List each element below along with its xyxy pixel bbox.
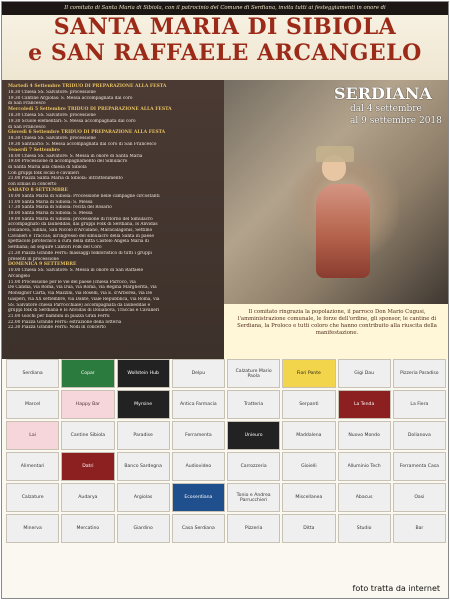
- program-line: con Elnias in concerto: [8, 182, 57, 188]
- sponsor-logo: [117, 359, 170, 388]
- program-line: 18.30 Chiesa SS. Salvatore: processione: [8, 136, 96, 142]
- sponsor-name: Studio: [356, 526, 372, 531]
- program-line: 19.00 Santa Maria di Sibiola: processione di ritorno del Simulacro: [8, 216, 153, 222]
- sponsor-logo: [61, 452, 114, 481]
- intro-text: Il comitato di Santa Maria di Sibiola, con il patrocinio del Comune di Serdiana, invita tutti ai festeggiamenti in onore di: [64, 5, 386, 11]
- sponsor-logo: [61, 483, 114, 512]
- sponsor-logo: [227, 483, 280, 512]
- program-line: spettacolo pirotecnico a cura della ditta Castelo Angela Maria di: [8, 239, 149, 245]
- event-place: SERDIANA: [334, 84, 432, 103]
- sponsor-logo: [6, 390, 59, 419]
- sponsor-name: Antica Farmacia: [180, 402, 217, 407]
- program-line: 18.00 Santa Maria di Sibiola: S. Messa: [8, 210, 93, 216]
- sponsor-name: Ferramenta Casa: [399, 464, 439, 469]
- program-line: 21.00 Piazza Santa Maria di Sibiola: intrattenimento: [8, 176, 123, 182]
- sponsor-logo: [393, 421, 446, 450]
- sponsor-logo: [117, 421, 170, 450]
- program-line: 21.30 Piazza Grande Ferru: massaggi folkloristico di tutti i gruppi: [8, 250, 152, 256]
- program-line: di San Francesco: [8, 101, 46, 107]
- sponsor-logo: [338, 390, 391, 419]
- sponsor-name: Mercatino: [76, 526, 100, 531]
- sponsor-name: Paradise: [133, 433, 153, 438]
- sponsor-logo: [282, 390, 335, 419]
- sponsor-name: Ditta: [303, 526, 315, 531]
- program-line: Arcangelo: [8, 273, 31, 279]
- event-date-line-2: al 9 settembre 2018: [350, 116, 442, 126]
- sponsor-logo: [61, 359, 114, 388]
- sponsor-logo: [282, 483, 335, 512]
- program-line: 11.00 Santa Maria di Sibiola: S. Messa: [8, 199, 93, 205]
- program-list: [8, 84, 218, 331]
- sponsor-name: Delpu: [191, 371, 206, 376]
- photo-credit: foto tratta da internet: [352, 584, 440, 593]
- sponsor-logo: [117, 390, 170, 419]
- main-title-line-1: SANTA MARIA DI SIBIOLA: [53, 14, 397, 40]
- program-line: 10.00 Chiesa SS. Salvatore: S. Messa in onore di San Raffaele: [8, 268, 144, 274]
- sponsor-name: Nuovo Mondo: [348, 433, 380, 438]
- sponsor-name: Datri: [82, 464, 94, 469]
- sponsor-logo: [282, 421, 335, 450]
- sponsor-logo: [172, 483, 225, 512]
- sponsor-name: Calzature: [21, 495, 44, 500]
- sponsor-name: Ferramenta: [185, 433, 212, 438]
- sponsor-name: Audarya: [78, 495, 98, 500]
- thanks-message: Il comitato ringrazia la popolazione, il parroco Don Mario Cugusi, l'amministrazione comunale, le forze dell'ordine, gli sponsor, le cantine di Serdiana, la Proloco e tutti coloro che hanno contribuito alla riuscita della manifestazione.: [224, 304, 449, 359]
- sponsor-name: Cantine Sibiola: [70, 433, 106, 438]
- sponsor-name: Miscellanea: [295, 495, 323, 500]
- sponsor-name: Serpanti: [299, 402, 319, 407]
- program-line: 19.30 Santuario: S. Messa accompagnata dal coro di San Francesco: [8, 141, 157, 147]
- program-line: Gasperi, via XX settembre, via Dante, viale Repubblica, via Roma, via: [8, 296, 160, 302]
- sponsor-logo: [282, 514, 335, 543]
- sponsor-name: Ecoserdiana: [184, 495, 213, 500]
- program-line: di San Francesco: [8, 124, 46, 130]
- sponsor-name: Giardino: [133, 526, 153, 531]
- sponsor-name: Audiovideo: [185, 464, 212, 469]
- program-line: 19.00 Processione di accompagnamento del Simulacro: [8, 159, 128, 165]
- event-title-overlay: [224, 80, 449, 150]
- sponsor-name: La Fiera: [410, 402, 429, 407]
- sponsor-logo: [6, 359, 59, 388]
- program-day-heading: Giovedì 6 Settembre TRIDUO DI PREPARAZIONE ALLA FESTA: [8, 130, 166, 136]
- program-line: Dolianova, Sinnai, San Nicolò d'Arcidano, Maracalagonis, Settimo: [8, 228, 153, 234]
- sponsor-name: Fiori Ponte: [296, 371, 321, 376]
- sponsor-name: Argiolas: [133, 495, 153, 500]
- sponsor-name: Alimentari: [20, 464, 45, 469]
- program-day-heading: Venerdì 7 Settembre: [8, 147, 60, 153]
- sponsor-name: Calzature Mario Paola: [235, 368, 272, 379]
- program-line: 10.00 Santa Maria di Sibiola: Processione nelle campagne circostanti: [8, 193, 160, 199]
- sponsor-logo: [6, 514, 59, 543]
- sponsor-logo: [172, 452, 225, 481]
- statue-robe: [316, 184, 370, 278]
- program-line: 17.30 Santa Maria di Sibiola: recita del Rosario: [8, 205, 112, 211]
- sponsor-logo: [338, 483, 391, 512]
- sponsor-logo: [338, 359, 391, 388]
- sponsor-logo: [172, 514, 225, 543]
- sponsor-name: Oasi: [414, 495, 425, 500]
- program-line: 19.30 Scuole elementari: S. Messa accompagnata dal coro: [8, 118, 136, 124]
- sponsor-logo: [172, 421, 225, 450]
- main-title-line-2: e SAN RAFFAELE ARCANGELO: [28, 40, 422, 66]
- poster: [1, 1, 449, 599]
- sponsor-logo: [393, 514, 446, 543]
- program-day-heading: SABATO 8 SETTEMBRE: [8, 187, 68, 193]
- sponsor-name: Banco Sardegna: [124, 464, 162, 469]
- sponsor-name: Pizzeria: [244, 526, 263, 531]
- sponsor-name: Minerva: [23, 526, 42, 531]
- sponsor-logo: [282, 359, 335, 388]
- sponsor-logo: [117, 452, 170, 481]
- sponsor-name: Copar: [81, 371, 95, 376]
- sponsor-logo: [117, 483, 170, 512]
- program-line: di Santa Maria alla chiesa di Sibiola: [8, 165, 87, 171]
- sponsor-name: La Tenda: [353, 402, 375, 407]
- sponsor-logo: [227, 390, 280, 419]
- program-line: 22.00 Piazza Grande Ferru: estrazione della lotteria: [8, 319, 122, 325]
- program-day-heading: Martedì 4 Settembre TRIDUO DI PREPARAZIONE ALLA FESTA: [8, 84, 167, 89]
- sponsor-name: Tonio e Andrea Parrucchieri: [236, 492, 271, 503]
- sponsor-name: Unieuro: [244, 433, 263, 438]
- sponsor-logo: [282, 452, 335, 481]
- sponsor-name: Happy Bar: [75, 402, 100, 407]
- program-line: Serdiana; ad seguire Cantori Folk del Coro: [8, 245, 102, 251]
- sponsor-logo: [227, 452, 280, 481]
- sponsor-logo: [338, 452, 391, 481]
- sponsor-logo: [393, 483, 446, 512]
- program-line: accompagnato da launeddas, dai gruppi Folk di Serdiana, Is Anvidas: [8, 222, 158, 228]
- sponsor-logo: [338, 421, 391, 450]
- program-line: 18.30 Chiesa SS. Salvatore: processione: [8, 90, 96, 95]
- sponsor-name: Carrozzeria: [240, 464, 267, 469]
- program-line: Cavalieri e Traccas; all'ingresso del simulacro della Santa in paese: [8, 233, 154, 239]
- sponsor-name: Myrsine: [134, 402, 153, 407]
- sponsor-logo: [61, 421, 114, 450]
- program-day-heading: Mercoledì 5 Settembre TRIDUO DI PREPARAZIONE ALLA FESTA: [8, 107, 172, 113]
- program-line: SS. Salvatore chiesa Parrocchiale) accompagnata da launeddas e: [8, 302, 151, 308]
- program-line: 18.00 Chiesa SS. Salvatore: S. Messa in onore di Santa Maria: [8, 153, 143, 159]
- sponsor-logo: [6, 421, 59, 450]
- sponsor-name: Gioielli: [301, 464, 317, 469]
- sponsor-logo: [117, 514, 170, 543]
- sponsor-logo: [338, 514, 391, 543]
- program-line: presenti in processione: [8, 256, 59, 262]
- program-line: Monsignor Carta, via Mazzini, via Roselli, via E. d'Arborea, via De: [8, 291, 153, 297]
- program-line: De Candia, via Roma, via Dua, via Roma, via Regina Margherita, via: [8, 285, 157, 291]
- sponsor-logo: [6, 483, 59, 512]
- sponsor-logo: [393, 359, 446, 388]
- sponsor-logo: [6, 452, 59, 481]
- sponsor-name: Lai: [29, 433, 36, 438]
- sponsor-logo: [393, 452, 446, 481]
- sponsor-name: Gigi Dau: [354, 371, 374, 376]
- sponsor-name: Abacus: [355, 495, 373, 500]
- sponsor-name: Marcel: [25, 402, 41, 407]
- sponsor-grid: [6, 359, 446, 587]
- event-date-line-1: dal 4 settembre: [350, 104, 422, 114]
- program-line: 11.00 Processione per le vie del paese (chiesa Parroco, via: [8, 279, 136, 285]
- program-line: 21.00 Giochi per bambini in piazza Gran Ferru: [8, 313, 110, 319]
- sponsor-logo: [61, 390, 114, 419]
- sponsor-logo: [227, 359, 280, 388]
- program-line: 18.30 Chiesa SS. Salvatore: processione: [8, 113, 96, 119]
- program-line: Con gruppi folk locali e cavalieri: [8, 170, 79, 176]
- program-line: gruppi folk di Serdiana e Is Anvidas di Dolianova, Traccas e Cavalieri: [8, 308, 160, 314]
- sponsor-logo: [172, 390, 225, 419]
- sponsor-logo: [393, 390, 446, 419]
- program-line: 19.30 Cantine Argiolas: S. Messa accompagnata dal coro: [8, 95, 133, 101]
- program-panel: [2, 80, 224, 359]
- sponsor-name: Tratteria: [244, 402, 264, 407]
- sponsor-name: Alluminio Tech: [347, 464, 381, 469]
- sponsor-name: Maddalena: [296, 433, 322, 438]
- sponsor-logo: [61, 514, 114, 543]
- sponsor-logo: [172, 359, 225, 388]
- sponsor-name: Wollstein Hub: [127, 371, 159, 376]
- sponsor-name: Bar: [415, 526, 424, 531]
- sponsor-name: Pizzeria Paradiso: [400, 371, 439, 376]
- sponsor-name: Casa Serdiana: [181, 526, 215, 531]
- sponsor-logo: [227, 514, 280, 543]
- sponsor-name: Dolianova: [407, 433, 431, 438]
- program-day-heading: DOMENICA 9 SETTEMBRE: [8, 262, 77, 268]
- sponsor-name: Serdiana: [22, 371, 43, 376]
- sponsor-logo: [227, 421, 280, 450]
- program-line: 22.30 Piazza Grande Ferru: Nodi in concerto: [8, 325, 106, 331]
